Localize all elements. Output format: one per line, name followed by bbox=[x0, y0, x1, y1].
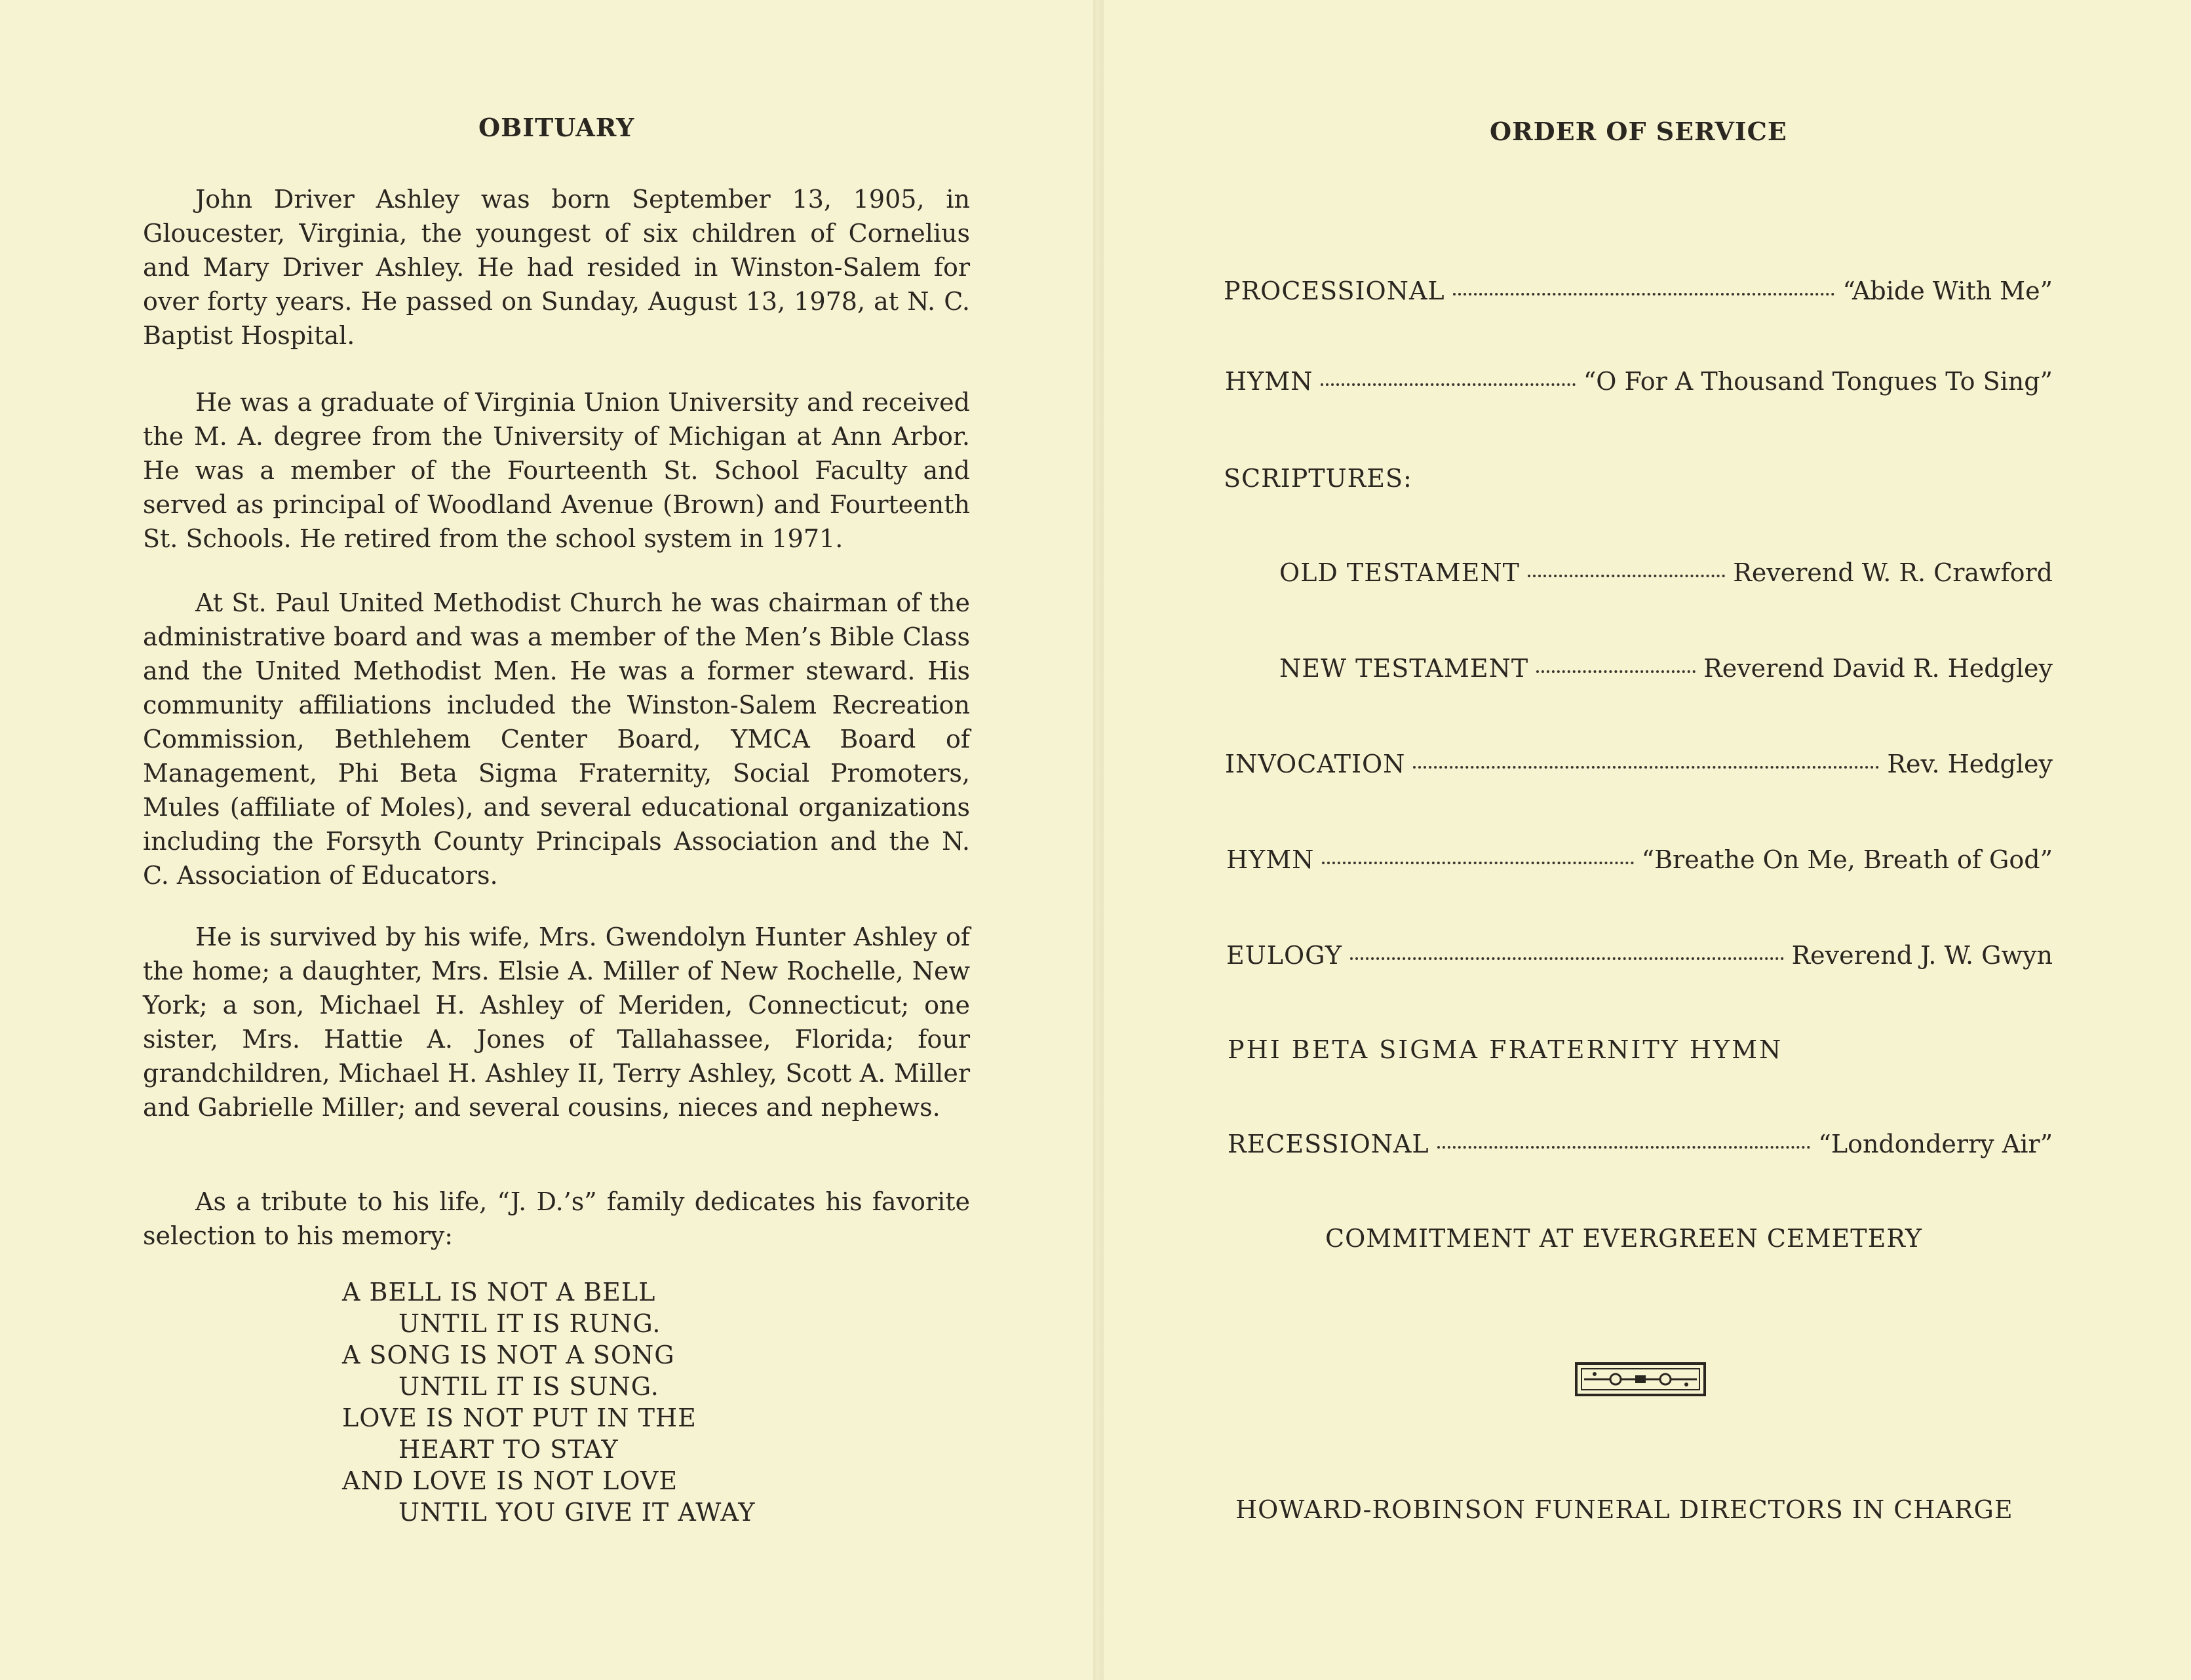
service-item-fraternity-hymn bbox=[1228, 1035, 1783, 1064]
obituary-paragraph-4: He is survived by his wife, Mrs. Gwendolyn Hunter Ashley of the home; a daughter, Mrs. Elsie A. Miller of New Rochelle, New York; a son, Michael H. Ashley of Meriden, Connecticut; one sister, Mrs. Hattie A. Jones of Tallahassee, Florida; four grandchildren, Michael H. Ashley II, Terry Ashley, Scott A. Miller and Gabrielle Miller; and several cousins, nieces and nephews. bbox=[143, 923, 970, 1122]
poem-line: HEART TO STAY bbox=[398, 1435, 619, 1464]
service-item-value: Reverend W. R. Crawford bbox=[1733, 558, 2053, 587]
service-item-value: “O For A Thousand Tongues To Sing” bbox=[1583, 367, 2053, 396]
service-item-label: INVOCATION bbox=[1225, 750, 1406, 778]
service-item-label: PHI BETA SIGMA FRATERNITY HYMN bbox=[1228, 1035, 1783, 1064]
service-item-label: OLD TESTAMENT bbox=[1279, 558, 1521, 587]
obituary-paragraph-3: At St. Paul United Methodist Church he was chairman of the administrative board and was a member of the Men’s Bible Class and the United Methodist Men. He was a former steward. His community affiliations included the Winston-Salem Recreation Commission, Bethlehem Center Board, YMCA Board of Management, Phi Beta Sigma Fraternity, Social Promoters, Mules (affiliate of Moles), and several educational organizations including the Forsyth County Principals Association and the N. C. Association of Educators. bbox=[143, 588, 970, 890]
service-item-value: “Londonderry Air” bbox=[1818, 1130, 2053, 1158]
decorative-rule-icon bbox=[1575, 1362, 1706, 1396]
service-item-label: SCRIPTURES: bbox=[1224, 464, 1412, 493]
funeral-director-footer: HOWARD-ROBINSON FUNERAL DIRECTORS IN CHARGE bbox=[1235, 1495, 2013, 1524]
dot-leader bbox=[1413, 766, 1879, 769]
service-item-label: HYMN bbox=[1225, 367, 1313, 396]
commitment-line: COMMITMENT AT EVERGREEN CEMETERY bbox=[1325, 1224, 1922, 1253]
obituary-paragraph-5: As a tribute to his life, “J. D.’s” family dedicates his favorite selection to his memory: bbox=[143, 1187, 970, 1250]
service-item-hymn-2 bbox=[1226, 845, 2053, 874]
dot-leader bbox=[1528, 575, 1725, 577]
service-item-label: HYMN bbox=[1226, 845, 1315, 874]
service-item-value: Rev. Hedgley bbox=[1887, 750, 2053, 778]
service-item-label: NEW TESTAMENT bbox=[1279, 654, 1529, 683]
obituary-title: OBITUARY bbox=[478, 113, 635, 142]
poem-line: UNTIL IT IS SUNG. bbox=[398, 1372, 659, 1401]
service-item-new-testament bbox=[1279, 654, 2053, 683]
dot-leader bbox=[1321, 383, 1575, 386]
dot-leader bbox=[1322, 862, 1633, 864]
obituary-paragraph-2: He was a graduate of Virginia Union University and received the M. A. degree from the University of Michigan at Ann Arbor. He was a member of the Fourteenth St. School Faculty and served as principal of Woodland Avenue (Brown) and Fourteenth St. Schools. He retired from the school system in 1971. bbox=[143, 388, 970, 553]
service-item-processional bbox=[1224, 277, 2053, 305]
service-title: ORDER OF SERVICE bbox=[1490, 117, 1787, 146]
service-item-value: “Breathe On Me, Breath of God” bbox=[1641, 845, 2053, 874]
service-item-value: Reverend David R. Hedgley bbox=[1703, 654, 2053, 683]
dot-leader bbox=[1437, 1146, 1811, 1149]
dot-leader bbox=[1453, 293, 1835, 296]
service-item-scriptures bbox=[1224, 464, 1412, 493]
service-item-value: Reverend J. W. Gwyn bbox=[1791, 941, 2053, 970]
service-item-value: “Abide With Me” bbox=[1842, 277, 2053, 305]
service-item-label: RECESSIONAL bbox=[1228, 1130, 1429, 1158]
dot-leader bbox=[1536, 670, 1696, 673]
service-item-label: EULOGY bbox=[1226, 941, 1342, 970]
poem-line: A SONG IS NOT A SONG bbox=[342, 1341, 675, 1369]
poem-line: UNTIL YOU GIVE IT AWAY bbox=[398, 1498, 756, 1527]
poem-line: LOVE IS NOT PUT IN THE bbox=[342, 1403, 697, 1432]
service-item-recessional bbox=[1228, 1130, 2053, 1158]
service-item-old-testament bbox=[1279, 558, 2053, 587]
center-fold bbox=[1093, 0, 1104, 1680]
service-item-label: PROCESSIONAL bbox=[1224, 277, 1445, 305]
obituary-paragraph-1: John Driver Ashley was born September 13, 1905, in Gloucester, Virginia, the youngest of six children of Cornelius and Mary Driver Ashley. He had resided in Winston-Salem for over forty years. He passed on Sunday, August 13, 1978, at N. C. Baptist Hospital. bbox=[143, 185, 970, 350]
dot-leader bbox=[1350, 957, 1784, 960]
service-item-hymn-1 bbox=[1225, 367, 2053, 396]
tribute-poem bbox=[342, 1276, 755, 1528]
poem-line: UNTIL IT IS RUNG. bbox=[398, 1309, 661, 1338]
obituary-page bbox=[0, 0, 1093, 1680]
poem-line: AND LOVE IS NOT LOVE bbox=[342, 1466, 678, 1495]
order-of-service-page bbox=[1104, 0, 2191, 1680]
poem-line: A BELL IS NOT A BELL bbox=[342, 1278, 656, 1307]
service-item-invocation bbox=[1225, 750, 2053, 778]
service-item-eulogy bbox=[1226, 941, 2053, 970]
